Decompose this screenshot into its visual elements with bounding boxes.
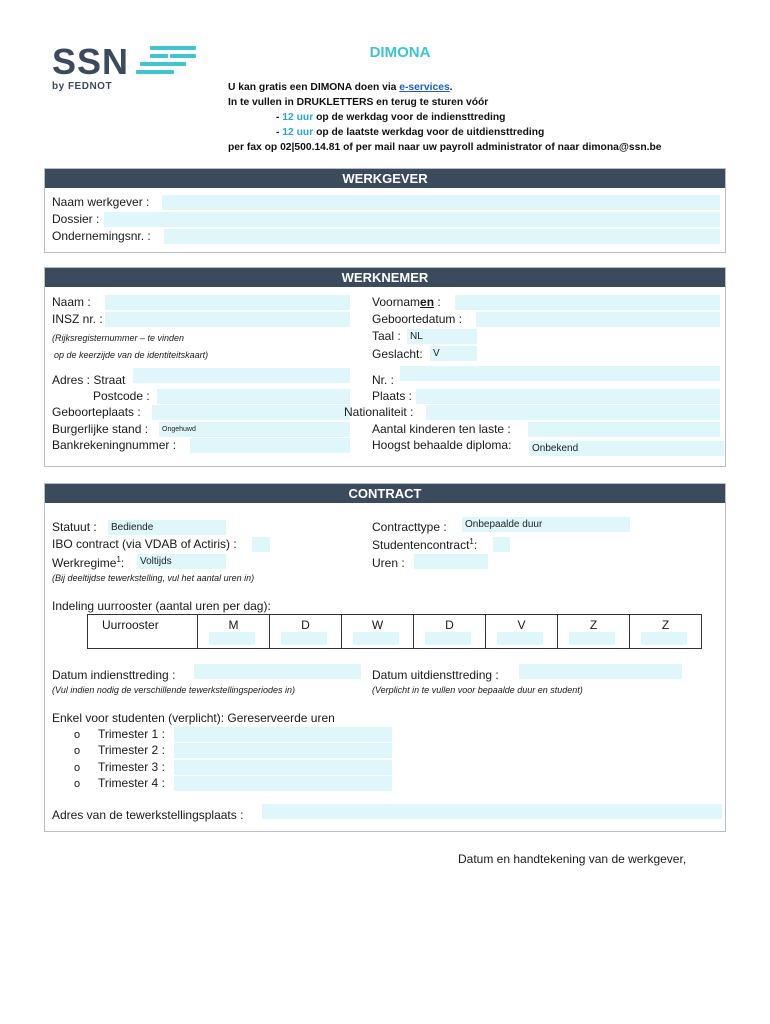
logo-by-fednot: by FEDNOT — [52, 81, 113, 92]
trimester-3-label: Trimester 3 : — [98, 760, 165, 774]
adres-tewerkstellingsplaats-field[interactable] — [262, 804, 722, 819]
trimester-4-field[interactable] — [174, 776, 392, 791]
naam-werkgever-field[interactable] — [162, 195, 720, 210]
insz-field[interactable] — [105, 312, 350, 327]
day-cell-m: M — [198, 615, 270, 649]
uurrooster-table — [87, 614, 702, 649]
naam-werkgever-label: Naam werkgever : — [52, 195, 150, 209]
studenten-label: Enkel voor studenten (verplicht): Gereserveerde uren — [52, 711, 335, 725]
bullet-4: o — [74, 778, 81, 790]
intro-line-5: per fax op 02|500.14.81 of per mail naar uw payroll administrator of naar dimona@ssn.be — [228, 142, 662, 153]
bullet-1: o — [74, 729, 81, 741]
insz-label: INSZ nr. : — [52, 312, 103, 326]
adres-straat-label: Adres : Straat — [52, 373, 126, 387]
trimester-3-field[interactable] — [174, 760, 392, 775]
indiensttreding-note: (Vul indien nodig de verschillende tewerkstellingsperiodes in) — [52, 685, 295, 695]
ibo-field[interactable] — [252, 537, 270, 552]
postcode-label: Postcode : — [93, 389, 150, 403]
hours-field-z2[interactable] — [641, 632, 687, 645]
uren-label: Uren : — [372, 556, 405, 570]
bullet-3: o — [74, 762, 81, 774]
bankrekeningnummer-label: Bankrekeningnummer : — [52, 438, 177, 452]
werknemer-header: WERKNEMER — [45, 268, 725, 287]
day-cell-z2: Z — [630, 615, 702, 649]
trimester-2-label: Trimester 2 : — [98, 743, 165, 757]
bullet-2: o — [74, 745, 81, 757]
day-cell-w: W — [342, 615, 414, 649]
werkregime-field[interactable]: Voltijds — [137, 554, 226, 569]
e-services-link[interactable]: e-services — [399, 82, 450, 93]
uitdiensttreding-note: (Verplicht in te vullen voor bepaalde duur en student) — [372, 685, 583, 695]
insz-note-1: (Rijksregisternummer – te vinden — [52, 333, 185, 343]
day-cell-z1: Z — [558, 615, 630, 649]
hours-field-z1[interactable] — [569, 632, 615, 645]
plaats-field[interactable] — [416, 389, 720, 404]
adres-straat-field[interactable] — [133, 368, 350, 383]
uren-field[interactable] — [414, 554, 488, 569]
intro-line-4: - 12 uur op de laatste werkdag voor de uitdiensttreding — [276, 127, 545, 138]
uitdiensttreding-field[interactable] — [519, 664, 682, 679]
geslacht-label: Geslacht: — [372, 347, 423, 361]
dossier-label: Dossier : — [52, 212, 100, 226]
werkgever-header: WERKGEVER — [45, 169, 725, 188]
contracttype-field[interactable]: Onbepaalde duur — [462, 517, 630, 532]
voornamen-field[interactable] — [455, 295, 720, 310]
geboortedatum-field[interactable] — [476, 312, 720, 327]
dossier-field[interactable] — [104, 212, 720, 227]
deeltijds-note: (Bij deeltijdse tewerkstelling, vul het aantal uren in) — [52, 573, 255, 583]
ibo-label: IBO contract (via VDAB of Actiris) : — [52, 537, 237, 551]
studentencontract-label: Studentencontract$^1$: — [372, 537, 478, 552]
nationaliteit-label: Nationaliteit : — [344, 405, 414, 419]
day-cell-v: V — [486, 615, 558, 649]
ondernemingsnr-label: Ondernemingsnr. : — [52, 229, 151, 243]
intro-line-2: In te vullen in DRUKLETTERS en terug te sturen vóór — [228, 97, 489, 108]
indeling-label: Indeling uurrooster (aantal uren per dag): — [52, 599, 271, 613]
intro-line-3: - 12 uur op de werkdag voor de indiensttreding — [276, 112, 506, 123]
adres-tewerkstellingsplaats-label: Adres van de tewerkstellingsplaats : — [52, 808, 244, 822]
studentencontract-field[interactable] — [493, 537, 510, 552]
naam-label: Naam : — [52, 295, 91, 309]
intro-line-1: U kan gratis een DIMONA doen via e-services. — [228, 82, 453, 93]
contract-header: CONTRACT — [45, 484, 725, 503]
hours-field-w[interactable] — [353, 632, 399, 645]
burgerlijke-stand-label: Burgerlijke stand : — [52, 422, 149, 436]
taal-field[interactable]: NL — [407, 329, 477, 344]
plaats-label: Plaats : — [372, 389, 413, 403]
trimester-4-label: Trimester 4 : — [98, 776, 165, 790]
nationaliteit-field[interactable] — [426, 405, 720, 420]
geslacht-field[interactable]: V — [430, 346, 477, 361]
diploma-field[interactable]: Onbekend — [529, 441, 724, 456]
indiensttreding-field[interactable] — [194, 664, 361, 679]
bankrekeningnummer-field[interactable] — [190, 438, 350, 453]
hours-field-d2[interactable] — [425, 632, 471, 645]
uitdiensttreding-label: Datum uitdiensttreding : — [372, 668, 499, 682]
trimester-1-field[interactable] — [174, 727, 392, 742]
statuut-label: Statuut : — [52, 520, 97, 534]
geboorteplaats-field[interactable] — [152, 405, 350, 420]
hours-field-d1[interactable] — [281, 632, 327, 645]
hours-field-v[interactable] — [497, 632, 543, 645]
nr-field[interactable] — [400, 366, 720, 381]
diploma-label: Hoogst behaalde diploma: — [372, 438, 512, 452]
trimester-1-label: Trimester 1 : — [98, 727, 165, 741]
werkregime-label: Werkregime$^1$: — [52, 555, 125, 570]
kinderen-label: Aantal kinderen ten laste : — [372, 422, 511, 436]
trimester-2-field[interactable] — [174, 743, 392, 758]
statuut-field[interactable]: Bediende — [108, 520, 226, 535]
hours-field-m[interactable] — [209, 632, 255, 645]
taal-label: Taal : — [372, 329, 401, 343]
contracttype-label: Contracttype : — [372, 520, 447, 534]
day-cell-d2: D — [414, 615, 486, 649]
naam-field[interactable] — [105, 295, 350, 310]
signature-label: Datum en handtekening van de werkgever, — [458, 852, 687, 866]
kinderen-field[interactable] — [528, 422, 720, 437]
postcode-field[interactable] — [157, 389, 350, 404]
uurrooster-header: Uurrooster — [88, 615, 198, 649]
nr-label: Nr. : — [372, 373, 395, 387]
logo-bars-icon — [130, 46, 200, 80]
geboorteplaats-label: Geboorteplaats : — [52, 405, 141, 419]
day-cell-d1: D — [270, 615, 342, 649]
indiensttreding-label: Datum indiensttreding : — [52, 668, 176, 682]
insz-note-2: op de keerzijde van de identiteitskaart) — [54, 350, 209, 360]
logo-ssn: SSN — [52, 41, 130, 82]
geboortedatum-label: Geboortedatum : — [372, 312, 463, 326]
ondernemingsnr-field[interactable] — [164, 229, 720, 244]
voornamen-label: Voornamen : — [372, 295, 441, 309]
document-title: DIMONA — [369, 44, 431, 61]
burgerlijke-stand-field[interactable]: Ongehuwd — [159, 422, 350, 437]
